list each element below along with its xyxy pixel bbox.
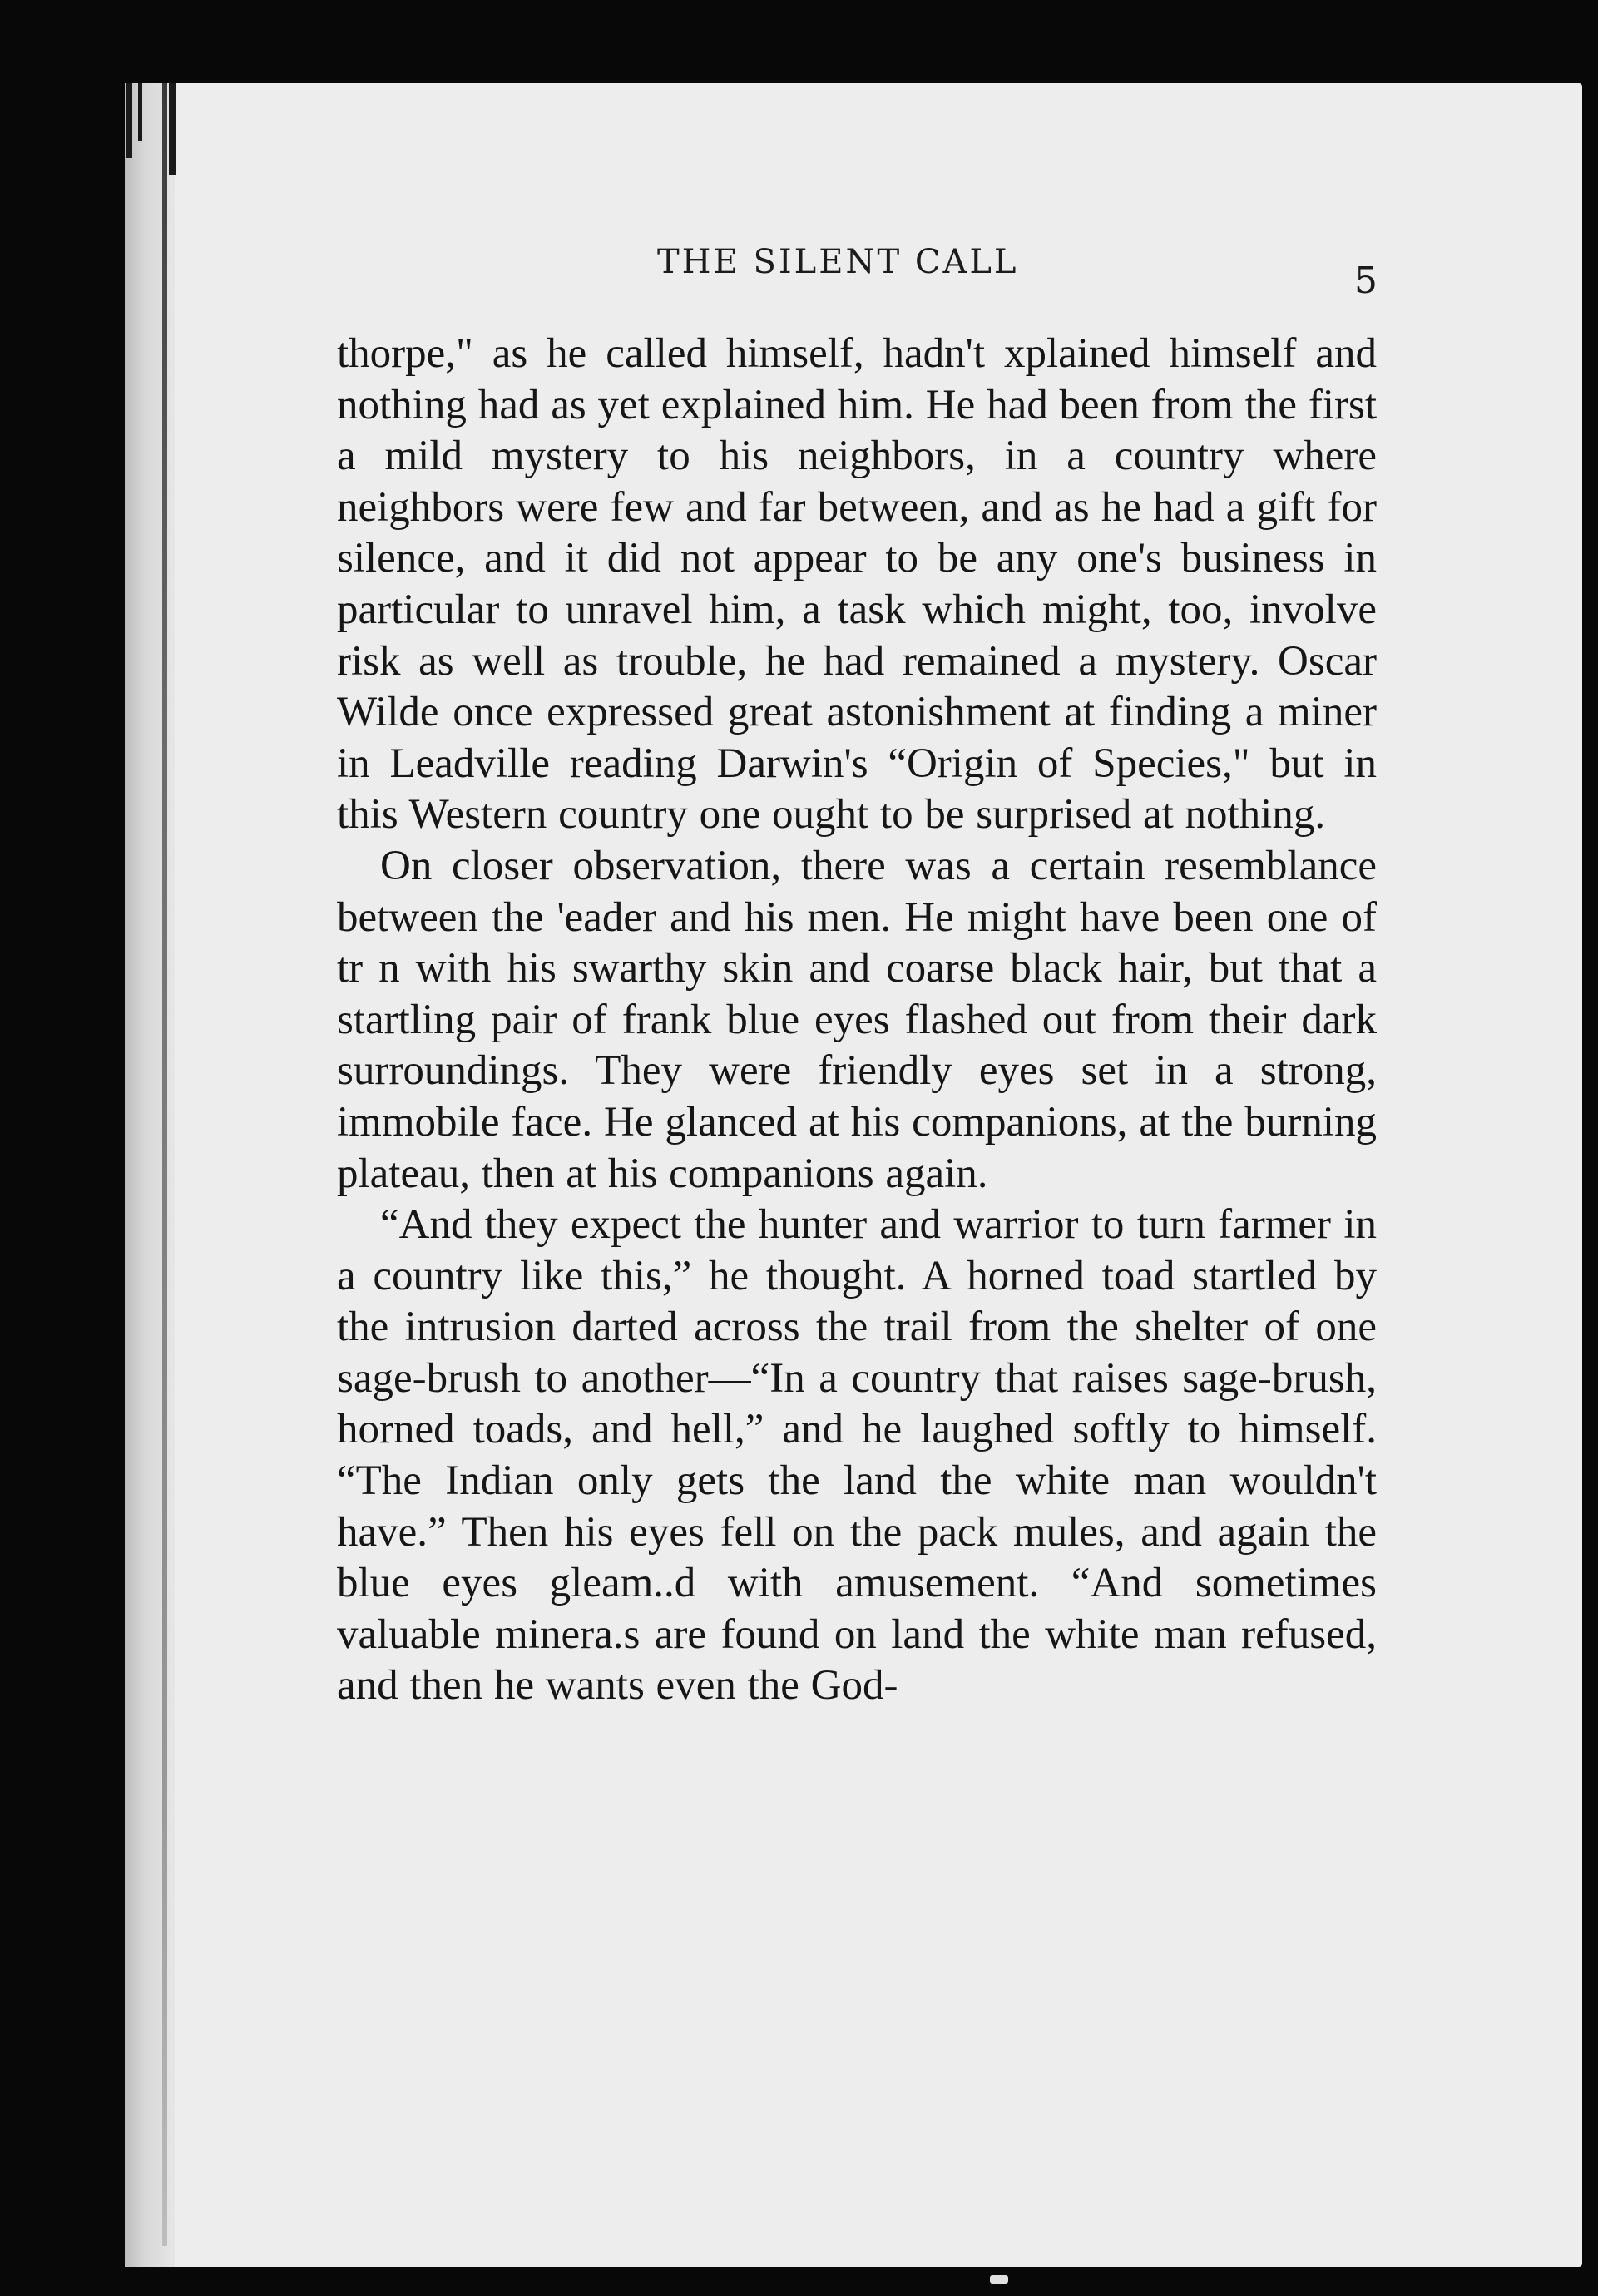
paragraph-1: thorpe," as he called himself, hadn't xplained himself and nothing had as yet explained him. He had been from the first a mild mystery to his neighbors, in a country where neighbors were few and far between, and as he had a gift for silence, and it did not appear to be any one's business in particular to unravel him, a task which might, too, involve risk as well as trouble, he had remained a mystery. Oscar Wilde once expressed great astonishment at finding a miner in Leadville reading Darwin's “Origin of Species," but in this Western country one ought to be surprised at nothing. [337,330,1377,839]
page-header [0,243,1598,302]
gutter-mark [126,83,132,158]
book-gutter [125,83,175,2267]
gutter-mark [169,83,176,175]
page-number: 5 [1354,260,1378,302]
paragraph-3: “And they expect the hunter and warrior to turn farmer in a country like this,” he thought. A horned toad startled by the intrusion darted across the trail from the shelter of one sage-brush to another—“In a country that raises sage-brush, horned toads, and hell,” and he laughed softly to himself. “The Indian only gets the land the white man wouldn't have.” Then his eyes fell on the pack mules, and again the blue eyes gleam..d with amusement. “And sometimes valuable minera.s are found on land the white man refused, and then he wants even the God- [337,1201,1377,1710]
body-text [337,329,1377,1712]
gutter-shadow-line [162,83,167,2246]
scan-artifact [990,2275,1008,2284]
paragraph-2: On closer observation, there was a certain resemblance between the 'eader and his men. He might have been one of tr n with his swarthy skin and coarse black hair, but that a startling pair of frank blue eyes flashed out from their dark surroundings. They were friendly eyes set in a strong, immobile face. He glanced at his companions, at the burning plateau, then at his companions again. [337,842,1377,1197]
running-title: THE SILENT CALL [657,243,1019,281]
gutter-mark [138,83,142,141]
